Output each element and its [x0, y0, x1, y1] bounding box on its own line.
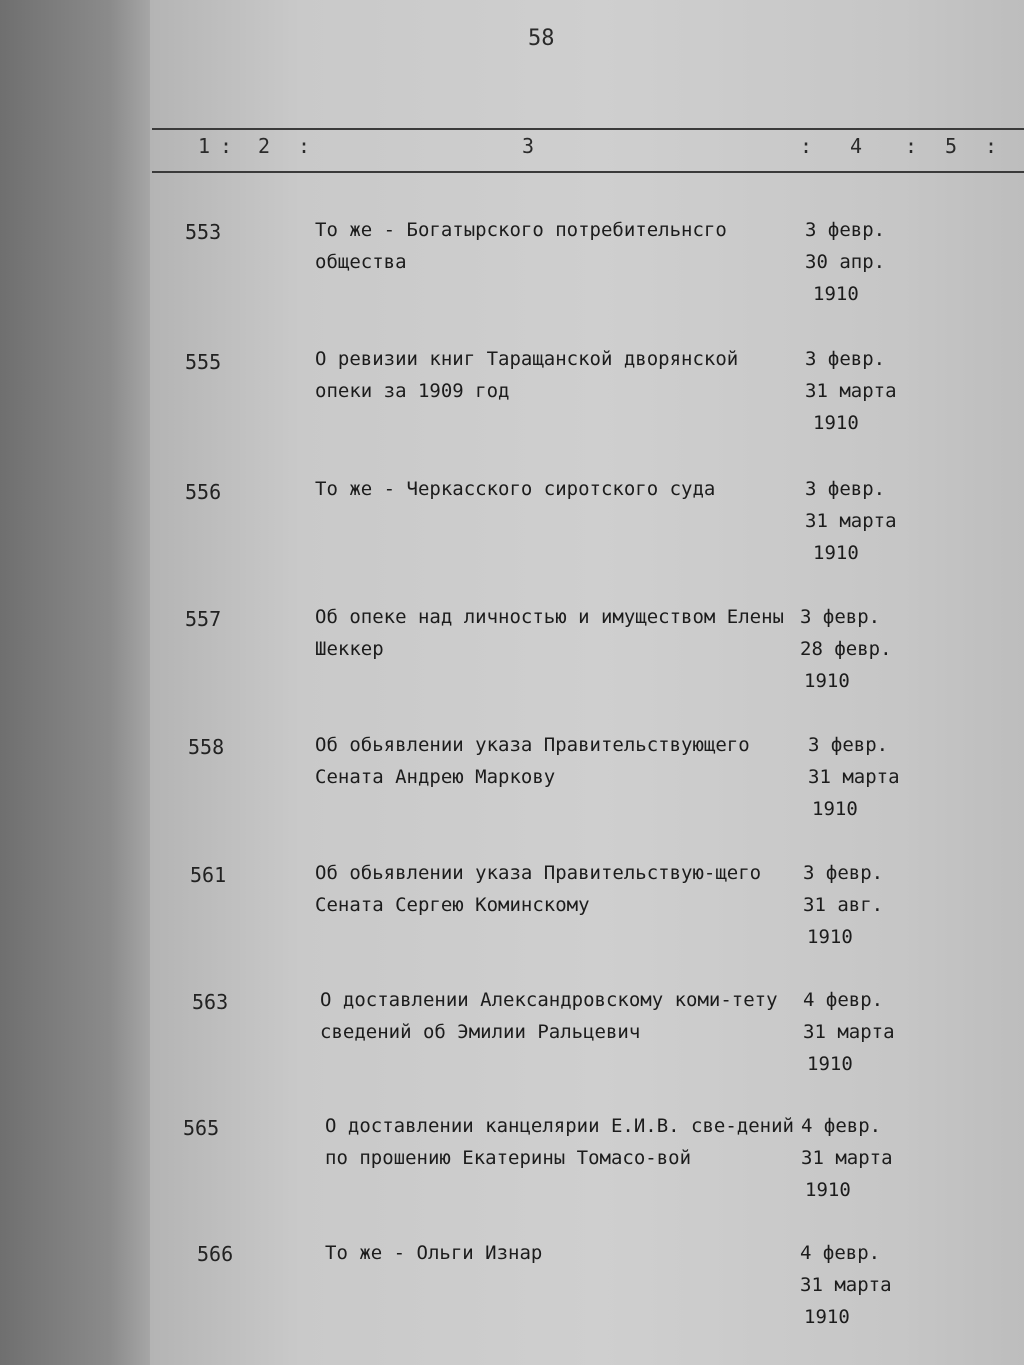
date-end: 31 марта — [805, 380, 897, 402]
entry-title: О доставлении Александровскому коми-тету сведений об Эмилии Ральцевич — [320, 989, 778, 1043]
date-end: 31 марта — [801, 1147, 893, 1169]
date-end: 31 марта — [805, 510, 897, 532]
entry-dates — [805, 214, 935, 310]
entry-number: 557 — [185, 607, 222, 631]
column-separator: : — [985, 134, 998, 158]
date-start: 3 февр. — [805, 219, 886, 241]
entry-title: О ревизии книг Таращанской дворянской опеки за 1909 год — [315, 348, 739, 402]
entry-number: 555 — [185, 350, 222, 374]
entry-title: То же - Черкасского сиротского суда — [315, 478, 716, 500]
date-start: 4 февр. — [800, 1242, 881, 1264]
date-start: 3 февр. — [808, 734, 889, 756]
column-header-5: 5 — [945, 134, 958, 158]
column-header-1: 1 — [198, 134, 211, 158]
date-year: 1910 — [804, 670, 850, 692]
date-year: 1910 — [813, 412, 859, 434]
page-number: 58 — [528, 26, 555, 51]
column-separator: : — [220, 134, 233, 158]
entry-number: 563 — [192, 990, 229, 1014]
entry-title: То же - Ольги Изнар — [325, 1242, 543, 1264]
column-separator: : — [905, 134, 918, 158]
date-year: 1910 — [807, 926, 853, 948]
entry-number: 566 — [197, 1242, 234, 1266]
date-year: 1910 — [812, 798, 858, 820]
entry-title: О доставлении канцелярии Е.И.В. све-дений по прошению Екатерины Томасо-вой — [325, 1115, 794, 1169]
column-separator: : — [800, 134, 813, 158]
entry-title: Об обьявлении указа Правительствующего Сената Андрею Маркову — [315, 734, 750, 788]
entry-dates — [801, 1110, 931, 1206]
entry-dates — [808, 729, 938, 825]
date-start: 3 февр. — [805, 478, 886, 500]
date-end: 28 февр. — [800, 638, 892, 660]
date-year: 1910 — [805, 1179, 851, 1201]
column-header-4: 4 — [850, 134, 863, 158]
header-rule-top — [152, 128, 1024, 130]
entry-dates — [800, 1237, 930, 1333]
entry-title: Об обьявлении указа Правительствую-щего Сената Сергею Коминскому — [315, 862, 762, 916]
date-start: 4 февр. — [803, 989, 884, 1011]
entry-number: 558 — [188, 735, 225, 759]
entry-dates — [800, 601, 930, 697]
date-end: 31 марта — [803, 1021, 895, 1043]
entry-number: 553 — [185, 220, 222, 244]
date-year: 1910 — [813, 283, 859, 305]
column-header-3: 3 — [522, 134, 535, 158]
entry-number: 565 — [183, 1116, 220, 1140]
date-year: 1910 — [804, 1306, 850, 1328]
date-end: 31 авг. — [803, 894, 884, 916]
entry-dates — [805, 473, 935, 569]
entry-number: 556 — [185, 480, 222, 504]
date-year: 1910 — [813, 542, 859, 564]
entry-title: То же - Богатырского потребительнсго общества — [315, 219, 727, 273]
date-end: 31 марта — [800, 1274, 892, 1296]
entry-dates — [803, 857, 933, 953]
entry-dates — [803, 984, 933, 1080]
date-end: 30 апр. — [805, 251, 886, 273]
entry-title: Об опеке над личностью и имуществом Елены Шеккер — [315, 606, 784, 660]
date-end: 31 марта — [808, 766, 900, 788]
date-start: 4 февр. — [801, 1115, 882, 1137]
left-page-edge — [0, 0, 150, 1365]
date-year: 1910 — [807, 1053, 853, 1075]
column-header-2: 2 — [258, 134, 271, 158]
date-start: 3 февр. — [803, 862, 884, 884]
header-rule-bottom — [152, 171, 1024, 173]
date-start: 3 февр. — [800, 606, 881, 628]
date-start: 3 февр. — [805, 348, 886, 370]
column-separator: : — [298, 134, 311, 158]
entry-dates — [805, 343, 935, 439]
entry-number: 561 — [190, 863, 227, 887]
